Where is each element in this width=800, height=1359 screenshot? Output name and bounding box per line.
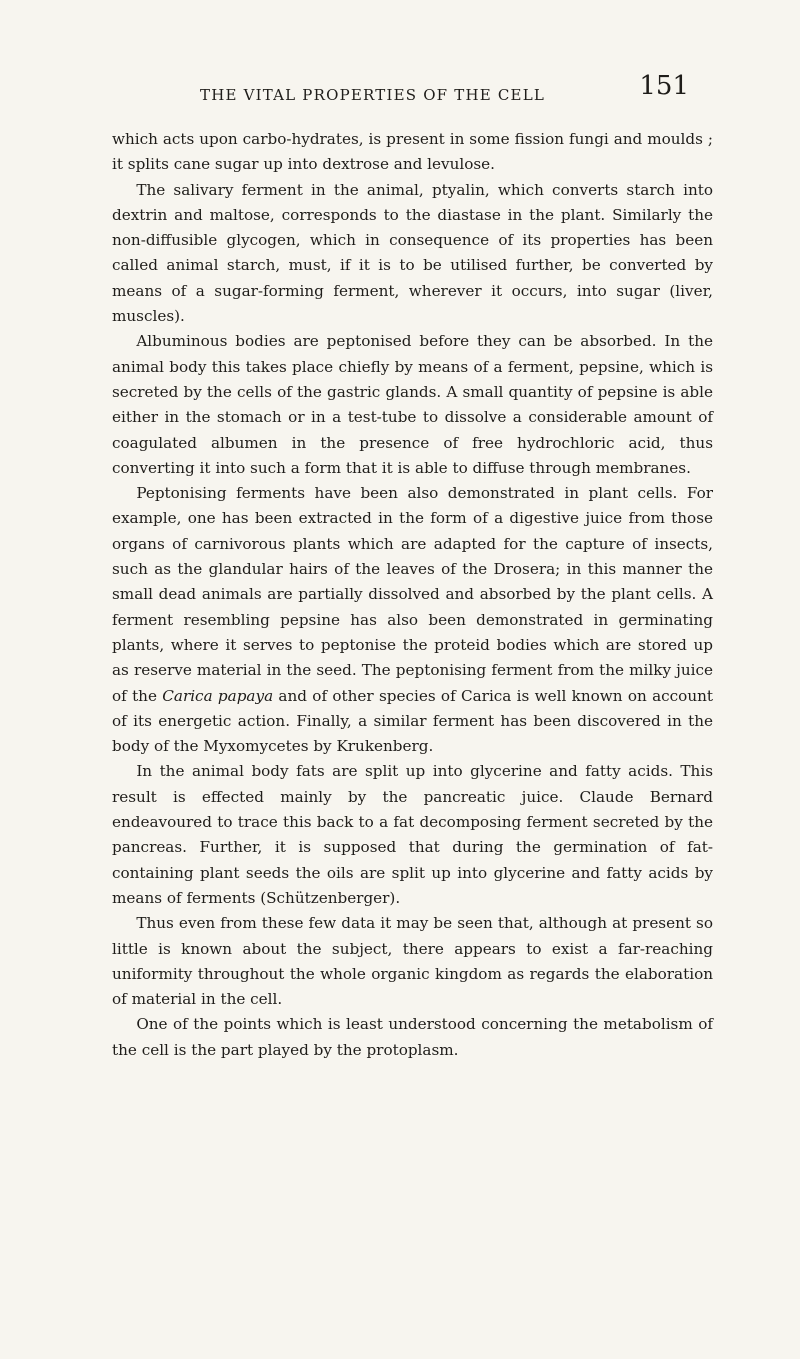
paragraph-peptonising-text-after: and of other species of Carica is well known on account of its energetic action. Finally, a similar ferment has been discovered in the body of the Myxomycetes by Krukenberg. [112,686,713,756]
paragraph-protoplasm: One of the points which is least understood concerning the metabolism of the cell is the part played by the protoplasm. [112,1015,713,1059]
paragraph-salivary-ferment: The salivary ferment in the animal, ptyalin, which converts starch into dextrin and maltose, corresponds to the diastase in the plant. Similarly the non-diffusible glycogen, which in consequence of its properties has been called animal starch, must, if it is to be utilised further, be converted by means of a sugar-forming ferment, wherever it occurs, into sugar (liver, muscles). [112,180,713,326]
paragraph-peptonising-text-before: Peptonising ferments have been also demonstrated in plant cells. For example, one has been extracted in the form of a digestive juice from those organs of carnivorous plants which are adapted for the capture of insects, such as the glandular hairs of the leaves of the Drosera; in this manner the small dead animals are partially dissolved and absorbed by the plant cells. A ferment resembling pepsine has also been demonstrated in germinating plants, where it serves to peptonise the proteid bodies which are stored up as reserve material in the seed. The peptonising ferment from the milky juice of the [112,484,713,705]
body-text [112,127,713,1063]
paragraph-albuminous-bodies: Albuminous bodies are peptonised before they can be absorbed. In the animal body this takes place chiefly by means of a ferment, pepsine, which is secreted by the cells of the gastric glands. A small quantity of pepsine is able either in the stomach or in a test-tube to dissolve a considerable amount of coagulated albumen in the presence of free hydrochloric acid, thus converting it into such a form that it is able to diffuse through membranes. [112,332,713,477]
paragraph-fats: In the animal body fats are split up into glycerine and fatty acids. This result is effected mainly by the pancreatic juice. Claude Bernard endeavoured to trace this back to a fat decomposing ferment secreted by the pancreas. Further, it is supposed that during the germination of fat-containing plant seeds the oils are split up into glycerine and fatty acids by means of ferments (Schützenberger). [112,762,713,907]
paragraph-peptonising-ferments [112,481,713,759]
species-name: Carica papaya [162,686,274,705]
page-number: 151 [639,71,689,101]
running-title: THE VITAL PROPERTIES OF THE CELL [200,86,546,104]
paragraph-carbohydrates: which acts upon carbo-hydrates, is present in some fission fungi and moulds ; it splits cane sugar up into dextrose and levulose. [112,130,713,174]
paragraph-uniformity: Thus even from these few data it may be seen that, although at present so little is known about the subject, there appears to exist a far-reaching uniformity throughout the whole organic kingdom as regards the elaboration of material in the cell. [112,914,713,1009]
